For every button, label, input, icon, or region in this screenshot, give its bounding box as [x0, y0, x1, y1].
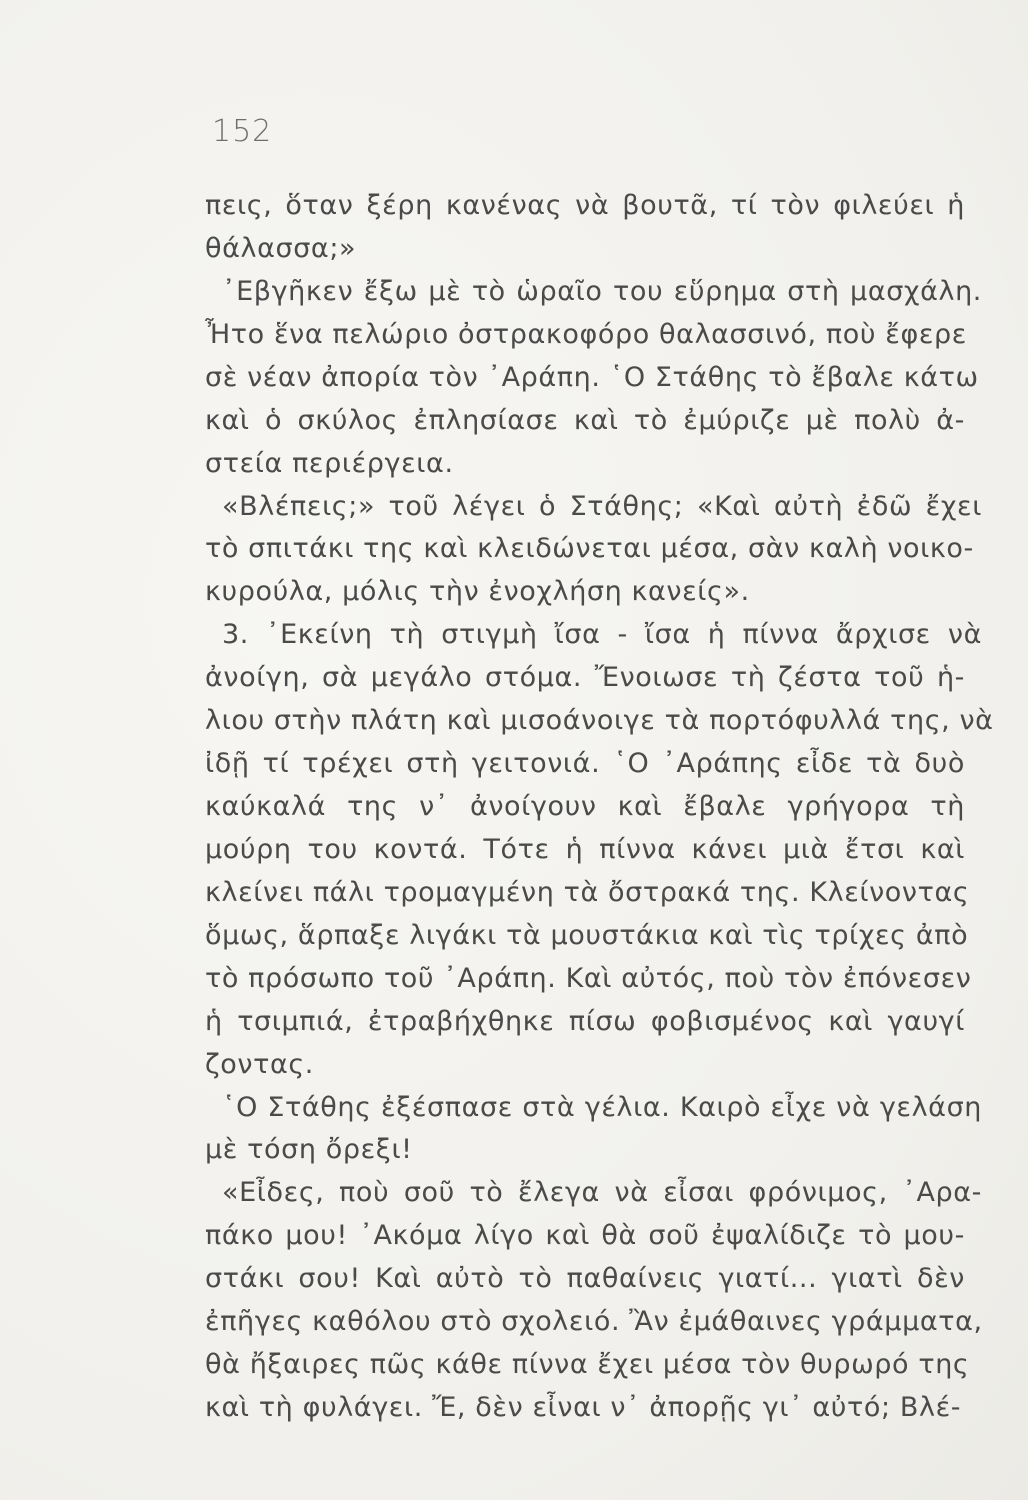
text-line: ζοντας. [205, 1049, 314, 1080]
text-line: θὰ ἤξαιρες πῶς κάθε πίννα ἔχει μέσα τὸν θυρωρό της [205, 1349, 970, 1380]
text-line: μὲ τόση ὄρεξι! [205, 1134, 413, 1165]
text-line: στάκι σου! Καὶ αὐτὸ τὸ παθαίνεις γιατί... γιατὶ δὲν [205, 1263, 965, 1294]
text-line: πεις, ὅταν ξέρη κανένας νὰ βουτᾶ, τί τὸν φιλεύει ἡ [205, 190, 965, 221]
text-line: πάκο μου! ᾿Ακόμα λίγο καὶ θὰ σοῦ ἐψαλίδιζε τὸ μου- [205, 1220, 965, 1251]
text-line: ἰδῇ τί τρέχει στὴ γειτονιά. ῾Ο ᾿Αράπης εἶδε τὰ δυὸ [205, 748, 965, 779]
page-number: 152 [212, 114, 273, 149]
text-line: ὅμως, ἅρπαξε λιγάκι τὰ μουστάκια καὶ τὶς τρίχες ἀπὸ [205, 920, 969, 951]
text-line: κλείνει πάλι τρομαγμένη τὰ ὄστρακά της. Κλείνοντας [205, 877, 970, 908]
text-line: μούρη του κοντά. Τότε ἡ πίννα κάνει μιὰ ἔτσι καὶ [205, 834, 965, 865]
text-line: ἀνοίγη, σὰ μεγάλο στόμα. Ἔνοιωσε τὴ ζέστα τοῦ ἡ- [205, 662, 965, 693]
text-line: θάλασσα;» [205, 233, 357, 264]
text-line: ἡ τσιμπιά, ἐτραβήχθηκε πίσω φοβισμένος καὶ γαυγί [205, 1006, 965, 1037]
text-line: Ἦτο ἕνα πελώριο ὀστρακοφόρο θαλασσινό, ποὺ ἔφερε [205, 319, 967, 350]
text-line: «Βλέπεις;» τοῦ λέγει ὁ Στάθης; «Καὶ αὐτὴ ἐδῶ ἔχει [222, 491, 982, 522]
text-line: «Εἶδες, ποὺ σοῦ τὸ ἔλεγα νὰ εἶσαι φρόνιμος, ᾿Αρα- [222, 1177, 982, 1208]
text-line: σὲ νέαν ἀπορία τὸν ᾿Αράπη. ῾Ο Στάθης τὸ ἔβαλε κάτω [205, 362, 979, 393]
text-line: καὶ τὴ φυλάγει. Ἔ, δὲν εἶναι ν᾿ ἀπορῇς γι᾿ αὐτό; Βλέ- [205, 1392, 962, 1423]
text-line: στεία περιέργεια. [205, 448, 454, 479]
text-line: ῾Ο Στάθης ἐξέσπασε στὰ γέλια. Καιρὸ εἶχε νὰ γελάση [222, 1092, 982, 1123]
text-line: καύκαλά της ν᾿ ἀνοίγουν καὶ ἔβαλε γρήγορα τὴ [205, 791, 965, 822]
text-line: τὸ σπιτάκι της καὶ κλειδώνεται μέσα, σὰν καλὴ νοικο- [205, 533, 974, 564]
text-line: ἐπῆγες καθόλου στὸ σχολειό. Ἂν ἐμάθαινες γράμματα, [205, 1306, 983, 1337]
text-line: κυρούλα, μόλις τὴν ἐνοχλήση κανείς». [205, 576, 750, 607]
text-line: καὶ ὁ σκύλος ἐπλησίασε καὶ τὸ ἐμύριζε μὲ πολὺ ἀ- [205, 405, 965, 436]
text-line: ᾿Εβγῆκεν ἔξω μὲ τὸ ὡραῖο του εὕρημα στὴ μασχάλη. [222, 276, 982, 307]
text-line: 3. ᾿Εκείνη τὴ στιγμὴ ἴσα - ἴσα ἡ πίννα ἄρχισε νὰ [222, 619, 982, 650]
text-line: τὸ πρόσωπο τοῦ ᾿Αράπη. Καὶ αὐτός, ποὺ τὸν ἐπόνεσεν [205, 963, 972, 994]
text-line: λιου στὴν πλάτη καὶ μισοάνοιγε τὰ πορτόφυλλά της, νὰ [205, 705, 994, 736]
